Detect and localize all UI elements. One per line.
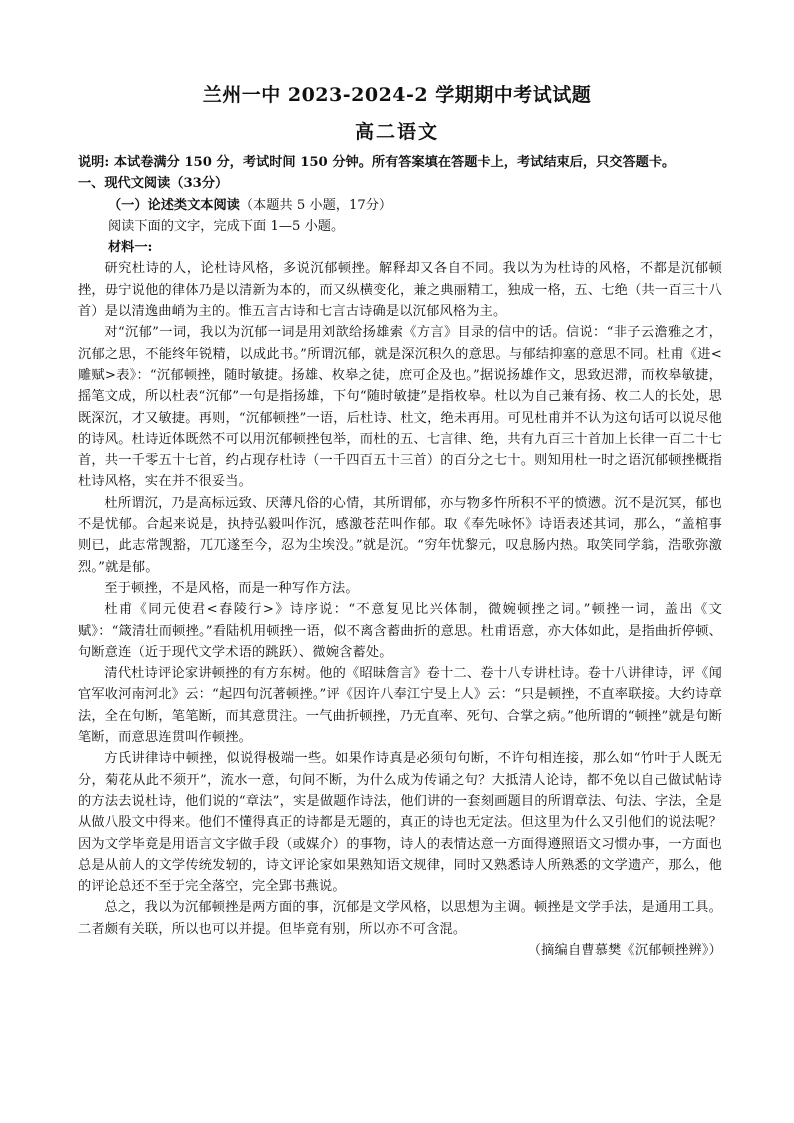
- reading-prompt: 阅读下面的文字，完成下面 1—5 小题。: [108, 218, 345, 234]
- exam-title: 兰州一中 2023-2024-2 学期期中考试试题: [202, 84, 592, 106]
- paragraph: 至于顿挫，不是风格，而是一种写作方法。: [104, 580, 359, 596]
- source-citation: （摘编自曹慕樊《沉郁顿挫辨》）: [527, 942, 722, 958]
- section-heading: 一、现代文阅读（33分）: [78, 176, 229, 192]
- paragraph: 研究杜诗的人，论杜诗风格，多说沉郁顿挫。解释却又各自不同。我以为为杜诗的风格，不都是沉郁顿挫，毋宁说他的律体乃是以清新为本的，而又纵横变化，兼之典丽精工，独成一格，五、七绝（共一百三十八首）是以清逸曲峭为主的。惟五言古诗和七言古诗确是以沉郁风格为主。: [78, 261, 722, 320]
- subsection-heading: [78, 195, 722, 216]
- subsection-note: （本题共 5 小题，17分）: [239, 197, 393, 213]
- paragraph: 清代杜诗评论家讲顿挫的有方东树。他的《昭昧詹言》卷十二、卷十八专讲杜诗。卷十八讲律诗，评《闻官军收河南河北》云：“起四句沉著顿挫。”评《因许八奉江宁旻上人》云：“只是顿挫，不直率联接。大约诗章法，全在句断，笔笔断，而其意贯注。一气曲折顿挫，乃无直率、死句、合掌之病。”他所谓的“顿挫”就是句断笔断，而意思连贯叫作顿挫。: [78, 666, 722, 746]
- paragraph: 杜所谓沉，乃是高标远致、厌薄凡俗的心情，其所谓郁，亦与物多忤所积不平的愤懑。沉不是沉冥，郁也不是忧郁。合起来说是，执持弘毅叫作沉，感激苍茫叫作郁。取《奉先咏怀》诗语表述其词，那么，“盖棺事则已，此志常觊豁，兀兀遂至今，忍为尘埃没。”就是沉。“穷年忧黎元，叹息肠内热。取笑同学翁，浩歌弥激烈。”就是郁。: [78, 495, 722, 575]
- subject-title: 高二语文: [354, 121, 439, 143]
- paragraph: 总之，我以为沉郁顿挫是两方面的事，沉郁是文学风格，以思想为主调。顿挫是文学手法，是通用工具。二者颇有关联，所以也可以并提。但毕竟有别，所以亦不可含混。: [78, 900, 722, 937]
- instructions: 说明: 本试卷满分 150 分，考试时间 150 分钟。所有答案填在答题卡上，考试结束后，只交答题卡。: [78, 155, 676, 170]
- paragraph: 杜甫《同元使君<舂陵行>》诗序说：“不意复见比兴体制，微婉顿挫之词。”顿挫一词，盖出《文赋》：“箴清壮而顿挫。”看陆机用顿挫一语，似不离含蓄曲折的意思。杜甫语意，亦大体如此，是指曲折停顿、句断意连（近于现代文学术语的跳跃）、微婉含蓄处。: [78, 602, 722, 660]
- exam-content: [78, 152, 722, 961]
- paragraph: 对“沉郁”一词，我以为沉郁一词是用刘歆给扬雄索《方言》目录的信中的话。信说：“非子云澹雅之才，沉郁之思，不能终年锐精，以成此书。”所谓沉郁，就是深沉积久的意思。与郁结抑塞的意思不同。杜甫《进<雕赋>表》：“沉郁顿挫，随时敏捷。扬雄、枚皋之徒，庶可企及也。”据说扬雄作文，思致迟滞，而枚皋敏捷，摇笔文成，所以杜表“沉郁”一句是指扬雄，下句“随时敏捷”是指枚皋。杜以为自己兼有扬、枚二人的长处，思既深沉，才又敏捷。再则，“沉郁顿挫”一语，后杜诗、杜文，绝未再用。可见杜甫并不认为这句话可以说尽他的诗风。杜诗近体既然不可以用沉郁顿挫包举，而杜的五、七言律、绝，共有九百三十首加上长律一百二十七首，共一千零五十七首，约占现存杜诗（一千四百五十三首）的百分之七十。则知用杜一时之语沉郁顿挫概指杜诗风格，实在并不很妥当。: [78, 325, 722, 490]
- subsection-title: （一）论述类文本阅读: [108, 197, 240, 213]
- material-label: 材料一:: [108, 240, 153, 256]
- paragraph: 方氏讲律诗中顿挫，似说得极端一些。如果作诗真是必须句句断，不许句相连接，那么如“竹叶于人既无分，菊花从此不须开”，流水一意，句间不断，为什么成为传诵之句？大抵清人论诗，都不免以自己做试帖诗的方法去说杜诗，他们说的“章法”，实是做题作诗法，他们讲的一套刻画题目的所谓章法、句法、字法，全是从做八股文中得来。他们不懂得真正的诗都是无题的，真正的诗也无定法。但这里为什么又引他们的说法呢？因为文学毕竟是用语言文字做手段（或媒介）的事物，诗人的表情达意一方面得遵照语文习惯办事，一方面也总是从前人的文学传统发轫的，诗文评论家如果熟知语文规律，同时又熟悉诗人所熟悉的文学遗产，那么，他的评论总还不至于完全落空，完全郢书燕说。: [78, 751, 722, 895]
- article-body: [78, 258, 722, 961]
